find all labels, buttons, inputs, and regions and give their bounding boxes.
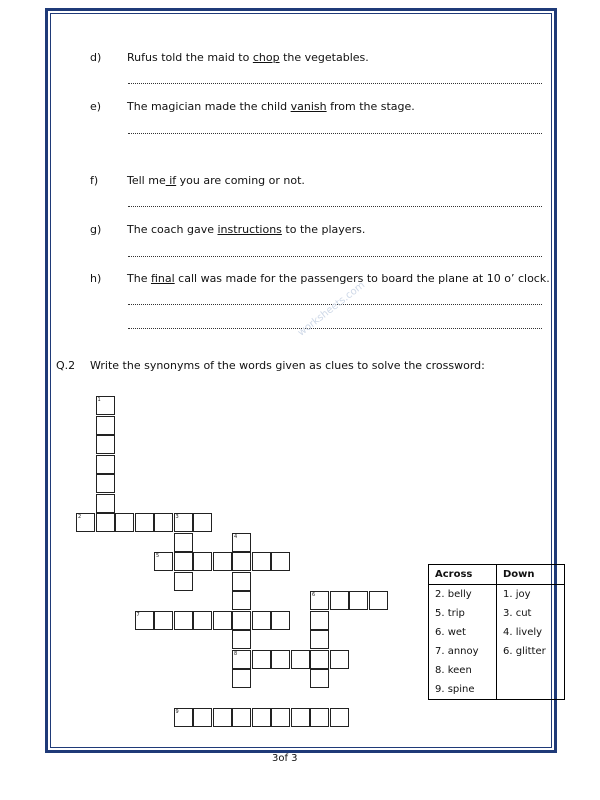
crossword-cell[interactable] xyxy=(310,708,329,727)
crossword-cell[interactable] xyxy=(96,455,115,474)
crossword-cell[interactable] xyxy=(291,650,310,669)
crossword-cell[interactable] xyxy=(252,611,271,630)
crossword-clue-number: 7 xyxy=(136,611,140,618)
underlined-word: if xyxy=(165,174,177,187)
crossword-cell[interactable] xyxy=(76,513,95,532)
question-h-sentence: The final call was made for the passengers to board the plane at 10 o’ clock. xyxy=(127,272,550,285)
crossword-cell[interactable] xyxy=(174,513,193,532)
crossword-cell[interactable] xyxy=(174,533,193,552)
crossword-cell[interactable] xyxy=(310,630,329,649)
crossword-clue-number: 5 xyxy=(156,553,160,559)
crossword-cell[interactable] xyxy=(369,591,388,610)
crossword-cell[interactable] xyxy=(271,611,290,630)
crossword-cell[interactable] xyxy=(310,611,329,630)
crossword-cell[interactable] xyxy=(193,513,212,532)
crossword-cell[interactable] xyxy=(232,669,251,688)
crossword-cell[interactable] xyxy=(96,396,115,415)
crossword-cell[interactable] xyxy=(96,474,115,493)
crossword-cell[interactable] xyxy=(193,552,212,571)
crossword-cell[interactable] xyxy=(115,513,134,532)
crossword-clue-number: 1 xyxy=(97,397,101,403)
crossword-clue-number: 9 xyxy=(175,709,179,715)
crossword-cell[interactable] xyxy=(213,611,232,630)
question-e-letter: e) xyxy=(90,100,102,113)
crossword-cell[interactable] xyxy=(232,572,251,591)
q2-instruction: Write the synonyms of the words given as clues to solve the crossword: xyxy=(90,359,485,372)
crossword-cell[interactable] xyxy=(174,572,193,591)
crossword-cell[interactable] xyxy=(349,591,368,610)
crossword-cell[interactable] xyxy=(232,591,251,610)
crossword-cell[interactable] xyxy=(252,708,271,727)
down-header: Down xyxy=(497,565,565,585)
crossword-clue-number: 8 xyxy=(234,650,238,657)
crossword-cell[interactable] xyxy=(96,416,115,435)
crossword-cell[interactable] xyxy=(154,513,173,532)
crossword-cell[interactable] xyxy=(154,552,173,571)
crossword-cell[interactable] xyxy=(213,708,232,727)
question-d-letter: d) xyxy=(90,51,102,64)
down-clue: 4. lively xyxy=(497,623,565,642)
down-clue: 6. glitter xyxy=(497,642,565,661)
clue-table xyxy=(428,564,565,700)
question-g-letter: g) xyxy=(90,223,102,236)
page-number: 3of 3 xyxy=(272,753,298,764)
crossword-cell[interactable] xyxy=(271,650,290,669)
crossword-cell[interactable] xyxy=(154,611,173,630)
crossword-cell[interactable] xyxy=(330,591,349,610)
crossword-cell[interactable] xyxy=(232,552,251,571)
across-clue: 5. trip xyxy=(429,604,497,623)
crossword-cell[interactable] xyxy=(135,611,154,630)
crossword-cell[interactable] xyxy=(232,611,251,630)
underlined-word: chop xyxy=(252,51,280,64)
crossword-cell[interactable] xyxy=(271,552,290,571)
across-clue: 7. annoy xyxy=(429,642,497,661)
down-clue xyxy=(497,661,565,680)
across-clue: 2. belly xyxy=(429,585,497,605)
answer-line[interactable] xyxy=(128,328,542,329)
underlined-word: vanish xyxy=(290,100,327,113)
across-clue: 8. keen xyxy=(429,661,497,680)
crossword-cell[interactable] xyxy=(174,708,193,727)
watermark: worksheets.com xyxy=(296,279,368,339)
down-clue xyxy=(497,680,565,700)
answer-line[interactable] xyxy=(128,256,542,257)
crossword-cell[interactable] xyxy=(174,611,193,630)
across-header: Across xyxy=(429,565,497,585)
crossword-cell[interactable] xyxy=(310,669,329,688)
across-clue: 6. wet xyxy=(429,623,497,642)
question-f-letter: f) xyxy=(90,174,99,187)
answer-line[interactable] xyxy=(128,133,542,134)
crossword-cell[interactable] xyxy=(232,650,251,669)
crossword-cell[interactable] xyxy=(330,650,349,669)
crossword-cell[interactable] xyxy=(232,630,251,649)
question-h-letter: h) xyxy=(90,272,102,285)
crossword-cell[interactable] xyxy=(96,494,115,513)
q2-number: Q.2 xyxy=(56,359,76,372)
crossword-cell[interactable] xyxy=(193,611,212,630)
crossword-cell[interactable] xyxy=(193,708,212,727)
crossword-clue-number: 3 xyxy=(175,514,179,520)
answer-line[interactable] xyxy=(128,206,542,207)
question-e-sentence: The magician made the child vanish from the stage. xyxy=(127,100,415,113)
crossword-clue-number: 6 xyxy=(312,592,316,598)
crossword-cell[interactable] xyxy=(310,650,329,669)
crossword-cell[interactable] xyxy=(252,552,271,571)
crossword-cell[interactable] xyxy=(252,650,271,669)
across-clue: 9. spine xyxy=(429,680,497,700)
crossword-cell[interactable] xyxy=(291,708,310,727)
crossword-cell[interactable] xyxy=(135,513,154,532)
underlined-word: instructions xyxy=(217,223,282,236)
crossword-cell[interactable] xyxy=(96,435,115,454)
crossword-cell[interactable] xyxy=(96,513,115,532)
crossword-cell[interactable] xyxy=(330,708,349,727)
crossword-cell[interactable] xyxy=(232,708,251,727)
crossword-cell[interactable] xyxy=(271,708,290,727)
question-g-sentence: The coach gave instructions to the players. xyxy=(127,223,366,236)
crossword-cell[interactable] xyxy=(310,591,329,610)
question-f-sentence: Tell me if you are coming or not. xyxy=(127,174,305,187)
crossword-cell[interactable] xyxy=(174,552,193,571)
answer-line[interactable] xyxy=(128,83,542,84)
crossword-cell[interactable] xyxy=(232,533,251,552)
question-d-sentence: Rufus told the maid to chop the vegetables. xyxy=(127,51,369,64)
crossword-clue-number: 2 xyxy=(78,514,82,520)
down-clue: 3. cut xyxy=(497,604,565,623)
underlined-word: final xyxy=(150,272,175,285)
crossword-clue-number: 4 xyxy=(234,533,238,540)
crossword-cell[interactable] xyxy=(213,552,232,571)
down-clue: 1. joy xyxy=(497,585,565,605)
